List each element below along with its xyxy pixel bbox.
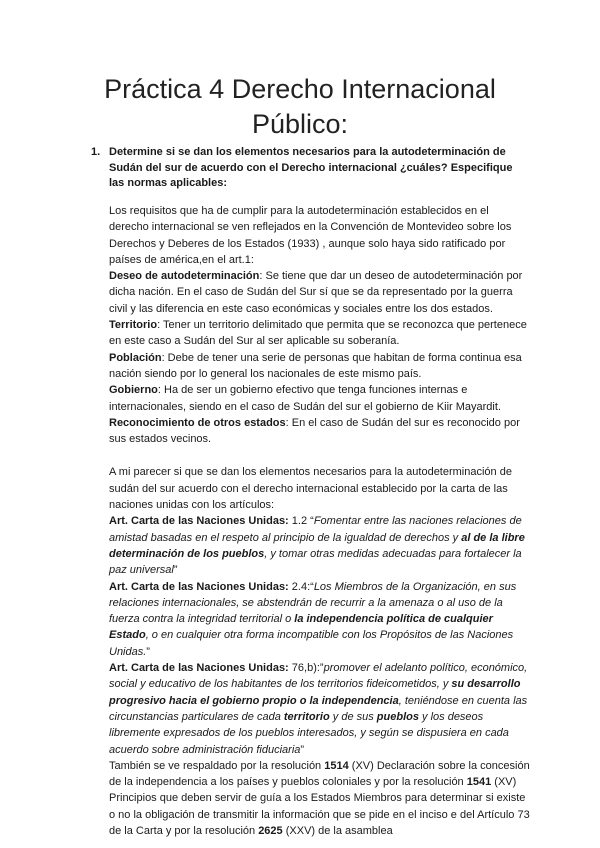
question-number: 1. (91, 146, 101, 158)
requirement-text: : Ha de ser un gobierno efectivo que tenga funciones internas e internacionales, siendo en el caso de Sudán del sur el gobierno de Kiir Mayardit. (109, 384, 501, 413)
article-quote-emphasis: territorio (283, 710, 330, 723)
resolution-text: (XV) Principios que deben servir de guía a los Estados Miembros para determinar si existe o no la obligación de transmitir la información que se pide en el inciso e del Artículo 73 de la Carta y por la resolución (109, 776, 530, 837)
requirement-term: Deseo de autodeterminación (109, 270, 260, 283)
resolution-text: (XV) Declaración sobre la concesión de la independencia a los países y pueblos coloniales y por la resolución (109, 759, 530, 789)
paragraph-gap (109, 447, 531, 464)
requirement-desire (109, 268, 531, 317)
intro-paragraph: Los requisitos que ha de cumplir para la autodeterminación establecidos en el derecho internacional se ven reflejados en la Convención de Montevideo sobre los Derechos y Deberes de los Estados (1933) , aunque solo haya sido ratificado por países de américa,en el art.1: (109, 205, 512, 266)
article-ref: 1.2 “ (288, 515, 314, 528)
article-quote: Fomentar entre las naciones relaciones de amistad basadas en el respeto al principio de la igualdad de derechos y (109, 515, 522, 544)
requirement-text: : Debe de tener una serie de personas que habitan de forma continua esa nación siendo por lo general los nacionales de este mismo país. (109, 351, 522, 380)
requirement-government (109, 382, 531, 415)
article-ref: 2.4:“ (288, 580, 314, 593)
article-quote: , o en cualquier otra forma incompatible con los Propósitos de las Naciones Unidas. (109, 629, 514, 658)
article-quote: y los deseos libremente expresados de los pueblos interesados, y según se dispusiera en cada acuerdo sobre administración fiduciaria (109, 710, 509, 756)
article-close-quote: ” (300, 743, 305, 756)
article-quote: , teniéndose en cuenta las circunstancias particulares de cada (109, 694, 528, 723)
requirement-territory (109, 317, 531, 350)
article-quote-emphasis: pueblos (376, 710, 419, 723)
article-ref: 76,b):” (288, 662, 324, 675)
article-quote-emphasis: al de la libre determinación de los pueblos (109, 531, 525, 560)
article-76-b (109, 660, 531, 758)
article-label: Art. Carta de las Naciones Unidas: (109, 580, 289, 593)
requirement-term: Territorio (109, 319, 158, 332)
requirement-term: Población (109, 351, 162, 364)
resolution-number: 1514 (324, 759, 349, 772)
article-quote: y de sus (329, 710, 377, 723)
article-close-quote: ” (173, 564, 178, 577)
article-quote-emphasis: la independencia política de cualquier Estado (109, 613, 493, 642)
resolution-number: 2625 (258, 824, 283, 837)
requirement-term: Reconocimiento de otros estados (109, 416, 286, 429)
opinion-paragraph: A mi parecer si que se dan los elementos necesarios para la autodeterminación de sudán del sur acuerdo con el derecho internacional establecido por la carta de las naciones unidas con los artículos: (109, 466, 512, 512)
article-quote-emphasis: su desarrollo progresivo hacia el gobierno propio o la independencia (109, 678, 521, 707)
article-close-quote: ” (146, 645, 150, 658)
requirement-text: : Se tiene que dar un deseo de autodeterminación por dicha nación. En el caso de Sudán del Sur sí que se da representado por la guerra civil y las diferencia en este caso económicas y sociales entre los dos estados. (109, 270, 523, 315)
article-quote: promover el adelanto político, económico, social y educativo de los habitantes de los territorios fideicometidos, y (109, 662, 528, 691)
requirement-text: : En el caso de Sudán del sur es reconocido por sus estados vecinos. (109, 416, 520, 446)
requirement-term: Gobierno (109, 384, 158, 397)
resolution-number: 1541 (466, 776, 492, 789)
page-title: Práctica 4 Derecho Internacional Público: (104, 74, 496, 139)
article-quote: Los Miembros de la Organización, en sus relaciones internacionales, se abstendrán de recurrir a la amenaza o al uso de la fuerza contra la integridad territorial o (109, 580, 517, 626)
answer-body (109, 203, 531, 839)
question-text: Determine si se dan los elementos necesarios para la autodeterminación de Sudán del sur de acuerdo con el Derecho internacional ¿cuáles? Especifique las normas aplicables: (109, 146, 513, 189)
resolution-text: También se ve respaldado por la resolución (109, 759, 325, 772)
requirement-recognition (109, 415, 531, 448)
article-label: Art. Carta de las Naciones Unidas: (109, 662, 289, 675)
requirement-population (109, 350, 531, 383)
resolution-text: (XXV) de la asamblea (282, 824, 393, 837)
article-2-4 (109, 579, 531, 660)
article-1-2 (109, 513, 531, 578)
requirement-text: : Tener un territorio delimitado que permita que se reconozca que pertenece en este caso a Sudán del Sur al ser aplicable su soberanía. (109, 319, 527, 348)
article-quote: , y tomar otras medidas adecuadas para fortalecer la paz universal (109, 547, 522, 577)
resolutions-paragraph (109, 758, 531, 839)
article-label: Art. Carta de las Naciones Unidas: (109, 515, 289, 528)
